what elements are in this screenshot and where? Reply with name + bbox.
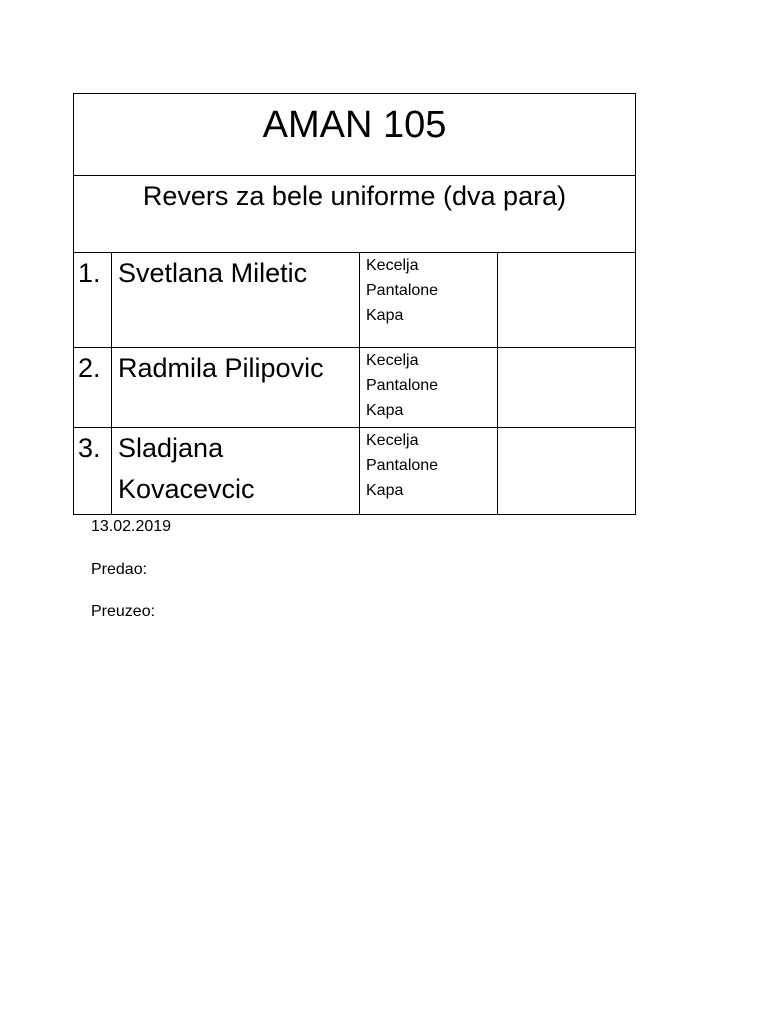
person-name bbox=[112, 253, 360, 348]
row-number: 3. bbox=[74, 428, 112, 515]
signature-cell bbox=[498, 348, 636, 428]
item-apron: Kecelja bbox=[366, 352, 419, 369]
items-list bbox=[360, 428, 498, 515]
person-name-line: Radmila Pilipovic bbox=[118, 353, 324, 383]
item-apron: Kecelja bbox=[366, 432, 419, 449]
item-pants: Pantalone bbox=[366, 282, 439, 299]
person-name bbox=[112, 428, 360, 515]
signature-cell bbox=[498, 428, 636, 515]
reverse-table bbox=[73, 93, 636, 515]
item-pants: Pantalone bbox=[366, 377, 439, 394]
items-list bbox=[360, 253, 498, 348]
table-row bbox=[74, 348, 636, 428]
person-name bbox=[112, 348, 360, 428]
person-name-line: Kovacevcic bbox=[118, 474, 255, 504]
row-number: 2. bbox=[74, 348, 112, 428]
item-apron: Kecelja bbox=[366, 257, 419, 274]
document-date: 13.02.2019 bbox=[91, 518, 172, 535]
item-cap: Kapa bbox=[366, 307, 404, 324]
items-list bbox=[360, 348, 498, 428]
person-name-line: Svetlana Miletic bbox=[118, 258, 308, 288]
document-subtitle: Revers za bele uniforme (dva para) bbox=[74, 176, 636, 253]
person-name-line: Sladjana bbox=[118, 433, 224, 463]
item-pants: Pantalone bbox=[366, 457, 439, 474]
item-cap: Kapa bbox=[366, 482, 404, 499]
row-number: 1. bbox=[74, 253, 112, 348]
handed-over-label: Predao: bbox=[91, 561, 148, 578]
signature-cell bbox=[498, 253, 636, 348]
document-title: AMAN 105 bbox=[74, 94, 636, 176]
table-row bbox=[74, 253, 636, 348]
item-cap: Kapa bbox=[366, 402, 404, 419]
table-row bbox=[74, 428, 636, 515]
received-label: Preuzeo: bbox=[91, 603, 156, 620]
